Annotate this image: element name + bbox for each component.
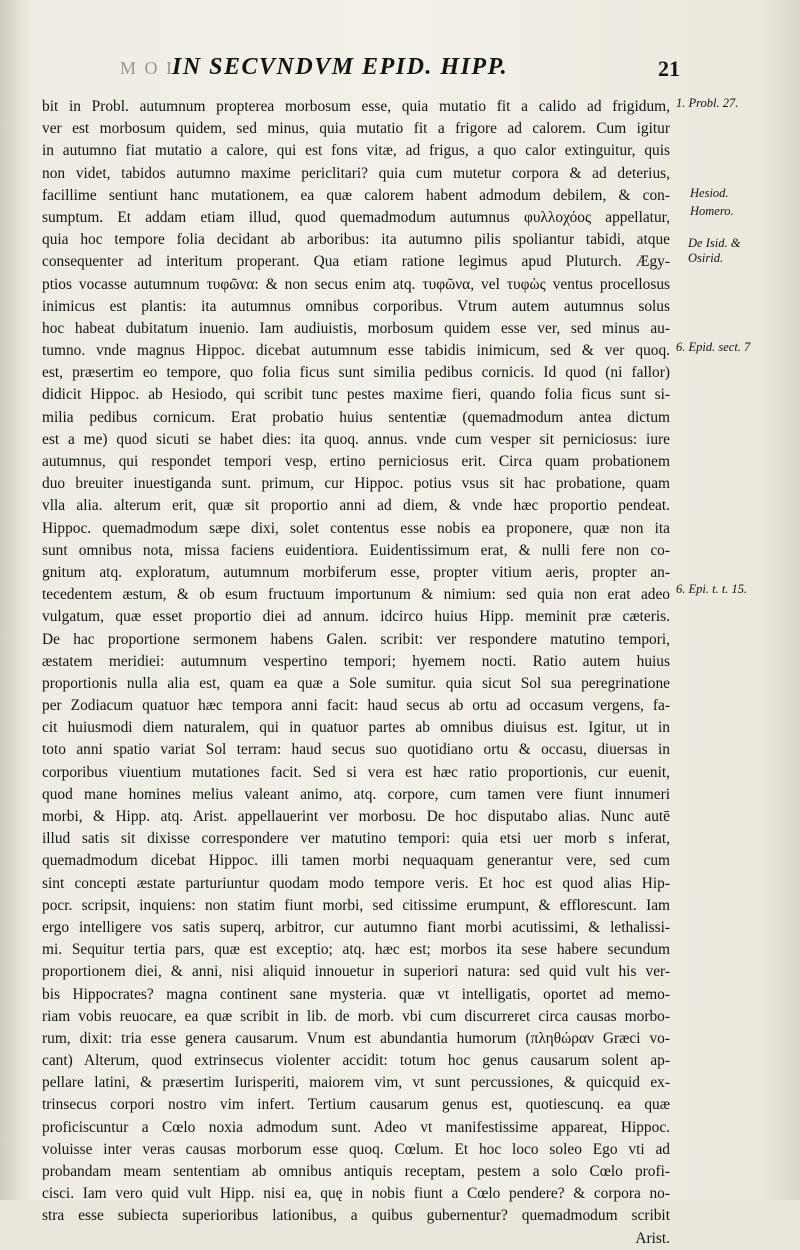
text-line: Hippoc. quemadmodum sæpe dixi, solet contentus esse nobis ea proponere, quæ non ita [42,519,670,537]
text-line: pellare latini, & præsertim Iurisperiti, maiorem vim, vt sunt percussiones, & quicquid ex- [42,1074,670,1092]
text-line: est a me) quod sicuti se habet dies: ita quoq. annus. vnde cum vesper sit perniciosus: iure [42,430,670,448]
text-line: De hac proportione sermonem habens Galen. scribit: ver respondere matutino tempori, [42,630,670,648]
text-line: corporibus viuentium mutationes facit. Sed si vera est hæc ratio proportionis, cur euenit, [42,763,670,781]
catchword: Arist. [635,1229,670,1247]
text-line: proportionis nulla alia est, quam ea quæ a Sole sumitur. quia sicut Sol sua peregrinatione [42,674,670,692]
text-line: proportionem diei, & anni, nisi aliquid innouetur in superiori natura: sed quid vult his ver- [42,963,670,981]
text-line: cisci. Iam vero quid vult Hipp. nisi ea, quę in nobis fiunt a Cœlo pendere? & corpora no- [42,1185,670,1203]
text-line: milia pedibus cornicum. Erat probatio huius sententiæ (quemadmodum antea dictum [42,408,670,426]
text-line: ver est morbosum quidem, sed minus, quia mutatio fit a frigore ad calorem. Cum igitur [42,120,670,138]
text-line: proficiscuntur a Cœlo noxia admodum sunt. Adeo vt manifestissime appareat, Hippoc. [42,1118,670,1136]
margin-note: Hesiod. [690,186,729,200]
text-line: inimicus est plantis: ita autumnus omnibus corporibus. Vtrum autem autumnus solus [42,297,670,315]
text-line: trinsecus corpori nostro vim infert. Tertium causarum genus est, quotiescunq. ea quæ [42,1096,670,1114]
running-head [120,54,680,88]
text-line: mi. Sequitur tertia pars, quæ est exceptio; atq. hæc est; morbos ita sese habere secundum [42,941,670,959]
text-line: didicit Hippoc. ab Hesiodo, qui scribit tunc pestes maxime fieri, quando folia ficus sunt si- [42,386,670,404]
margin-note: Homero. [690,204,734,218]
text-line: quod mane homines melius valeant animo, atq. corpore, cum tamen vere fiunt innumeri [42,785,670,803]
text-line: riam vobis reuocare, ea quæ scribit in lib. de morb. vbi cum discurreret circa causas morbo- [42,1007,670,1025]
text-line: bit in Probl. autumnum propterea morbosum esse, quia mutatio fit a calido ad frigidum, [42,98,670,115]
running-title: IN SECVNDVM EPID. HIPP. [172,54,509,80]
text-line: duo breuiter inuestiganda sunt. primum, cur Hippoc. potius vsus sit hac probatione, quam [42,475,670,493]
bleed-through-text: M O I [120,58,174,78]
body-text [42,96,670,1250]
text-line: gnitum atq. exploratum, autumnum morbiferum esse, propter vitium aeris, propter an- [42,563,670,581]
text-line: illud satis sit dixisse correspondere ver matutino tempori: quia etsi uer morb s inferat, [42,830,670,848]
text-line: quemadmodum dicebat Hippoc. illi tamen morbi nequaquam generantur vere, sed cum [42,852,670,870]
text-line: tecedentem æstum, & ob esum fructuum importunum & nimium: sed quia non erat adeo [42,586,670,604]
text-line: cit huiusmodi diem naturalem, qui in quatuor partes ab omnibus diuisus est. Igitur, ut in [42,719,670,737]
text-line: in autumno fiat mutatio a calore, qui est fons vitæ, ad frigus, a quo calor extinguitur, quis [42,142,670,160]
text-line: est, præsertim eo tempore, quo folia ficus sunt similia pedibus cornicis. Id quod (ni fallor) [42,364,670,382]
text-line: voluisse inter veras causas morborum esse quoq. Cœlum. Et hoc loco soleo Ego vti ad [42,1140,670,1158]
margin-note: 6. Epi. t. t. 15. [676,582,748,596]
text-line: cant) Alterum, quod extrinsecus violenter accidit: totum hoc genus causarum solent ap- [42,1052,670,1070]
text-line: sumptum. Et addam etiam illud, quod quemadmodum autumnus φυλλοχόος appellatur, [42,208,670,226]
text-line: toto anni spatio variat Sol terram: haud secus suo quotidiano ortu & occasu, diuersas in [42,741,670,759]
text-line: consequenter ad interitum properant. Qua etiam ratione legimus apud Pluturch. Ægy- [42,253,670,271]
text-line: autumnus, qui respondet tempori vesp, ertino perniciosus erit. Circa quam probationem [42,453,670,470]
page-number: 21 [658,56,680,81]
margin-note: 1. Probl. 27. [676,96,739,110]
text-line: rum, dixit: tria esse genera causarum. Vnum est abundantia humorum (πληθώραν Græci vo- [42,1029,670,1047]
text-line: per Zodiacum quatuor hæc tempora anni facit: haud secus ab ortu ad occasum vergens, fa- [42,697,670,715]
text-line: vlla alia. alterum erit, quæ sit proportio anni ad diem, & vnde hæc proportio pendeat. [42,497,670,515]
margin-note: De Isid. & Osirid. [688,236,741,265]
text-line: ergo intelligere vos satis superq, arbitror, cur autumno fiant morbi acutissimi, & lethalissi- [42,918,670,936]
text-line: ptios vocasse autumnum τυφῶνα: & non secus enim atq. τυφῶνα, vel τυφὼς ventus procellosus [42,275,670,293]
text-line: sunt omnibus nota, missa faciens euidentiora. Euidentissimum erat, & nulli fere non co- [42,541,670,559]
text-line: sint concepti æstate parturiuntur quodam modo tempore veris. Et hoc est quod alias Hip- [42,874,670,892]
text-line: facillime sentiunt hanc mutationem, ea quæ calorem habent admodum debilem, & con- [42,186,670,204]
text-line: tumno. vnde magnus Hippoc. dicebat autumnum esse tabidis inimicum, sed & ver quoq. [42,342,670,360]
text-line: morbi, & Hipp. atq. Arist. appellauerint ver morbosu. De hoc disputabo alias. Nunc autē [42,808,670,825]
text-line: pocr. scripsit, inquiens: non statim fiunt morbi, sed citissime erumpunt, & efflorescunt. Iam [42,896,670,914]
text-line: stra esse subiecta superioribus lationibus, a quibus gubernentur? quemadmodum scribit [42,1207,670,1225]
text-line: non videt, tabidos autumno maxime periclitari? quia cum mutetur corpora & ad deterius, [42,164,670,182]
text-line: quia hoc tempore folia decidant ab arboribus: ita autumno pilis spoliantur tabidi, atque [42,231,670,249]
text-line: probandam meam sententiam ab omnibus antiquis receptam, pestem a solo Cœlo profi- [42,1163,670,1180]
text-line: hoc habeat dubitatum inuenio. Iam audiuistis, morbosum quidem esse ver, sed minus au- [42,319,670,337]
text-line: æstatem meridiei: autumnum vespertino tempori; hyemem nocti. Ratio autem huius [42,652,670,670]
text-line: vulgatum, quæ esset proportio diei ad annum. idcirco huius Hipp. meminit præ cæteris. [42,608,670,626]
margin-note: 6. Epid. sect. 7 [676,340,751,354]
text-line: bis Hippocrates? magna continent sane mysteria. quæ vt intelligatis, oportet ad memo- [42,985,670,1003]
